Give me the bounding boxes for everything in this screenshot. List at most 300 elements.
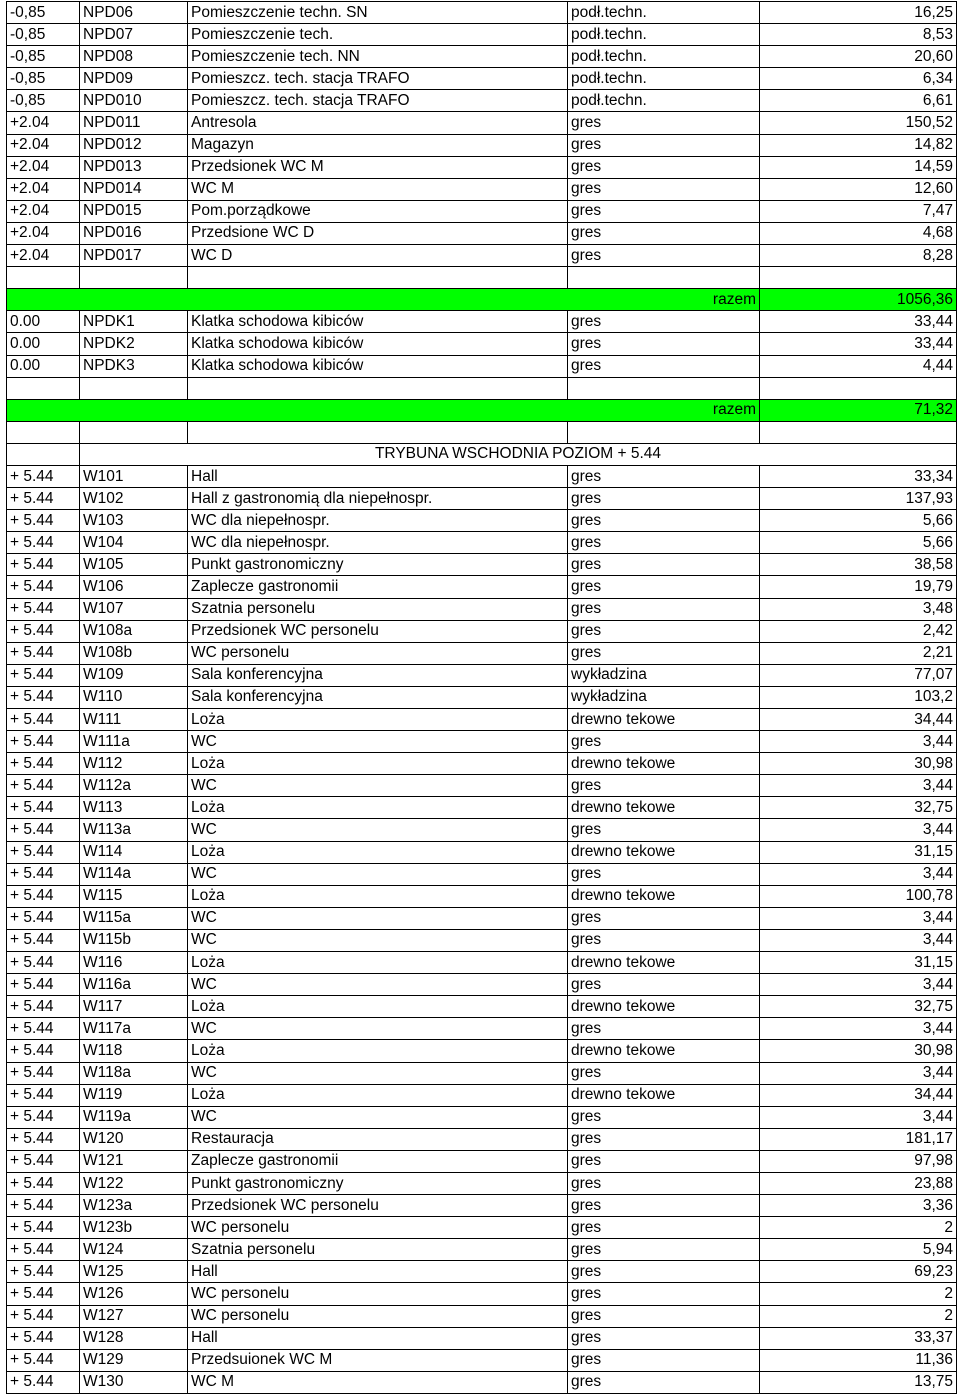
level-cell: + 5.44 <box>7 1239 80 1261</box>
area-cell: 5,66 <box>760 510 957 532</box>
level-cell: + 5.44 <box>7 598 80 620</box>
floor-finish-cell: gres <box>568 532 760 554</box>
floor-finish-cell: gres <box>568 134 760 156</box>
room-name-cell: Loża <box>188 753 568 775</box>
room-code-cell: NPD013 <box>80 156 188 178</box>
level-cell: + 5.44 <box>7 885 80 907</box>
floor-finish-cell: gres <box>568 333 760 355</box>
room-name-cell: Sala konferencyjna <box>188 686 568 708</box>
room-code-cell: W130 <box>80 1371 188 1393</box>
floor-finish-cell: wykładzina <box>568 686 760 708</box>
room-code-cell: W108a <box>80 620 188 642</box>
floor-finish-cell: drewno tekowe <box>568 841 760 863</box>
empty-cell <box>188 421 568 443</box>
room-code-cell: NPD015 <box>80 200 188 222</box>
level-cell: + 5.44 <box>7 642 80 664</box>
area-cell: 3,44 <box>760 1062 957 1084</box>
area-cell: 30,98 <box>760 1040 957 1062</box>
table-row <box>7 1062 957 1084</box>
area-cell: 4,68 <box>760 222 957 244</box>
area-cell: 3,44 <box>760 929 957 951</box>
area-cell: 20,60 <box>760 46 957 68</box>
room-name-cell: WC personelu <box>188 1283 568 1305</box>
table-row <box>7 46 957 68</box>
room-name-cell: Punkt gastronomiczny <box>188 554 568 576</box>
area-cell: 150,52 <box>760 112 957 134</box>
table-row <box>7 24 957 46</box>
room-name-cell: Przedsionek WC personelu <box>188 620 568 642</box>
table-row <box>7 598 957 620</box>
room-code-cell: W119 <box>80 1084 188 1106</box>
table-row <box>7 1128 957 1150</box>
floor-finish-cell: gres <box>568 1062 760 1084</box>
level-cell: + 5.44 <box>7 1217 80 1239</box>
area-cell: 3,44 <box>760 819 957 841</box>
floor-finish-cell: gres <box>568 1128 760 1150</box>
level-cell: + 5.44 <box>7 1195 80 1217</box>
room-name-cell: WC <box>188 731 568 753</box>
area-cell: 3,44 <box>760 775 957 797</box>
room-code-cell: W116a <box>80 974 188 996</box>
level-cell: +2.04 <box>7 156 80 178</box>
room-name-cell: Loża <box>188 797 568 819</box>
table-row <box>7 1040 957 1062</box>
room-code-cell: W113a <box>80 819 188 841</box>
room-code-cell: W117a <box>80 1018 188 1040</box>
level-cell: + 5.44 <box>7 753 80 775</box>
room-name-cell: WC <box>188 974 568 996</box>
area-cell: 34,44 <box>760 1084 957 1106</box>
floor-finish-cell: gres <box>568 1217 760 1239</box>
table-row <box>7 664 957 686</box>
level-cell: + 5.44 <box>7 1062 80 1084</box>
table-row <box>7 1327 957 1349</box>
floor-finish-cell: gres <box>568 929 760 951</box>
room-code-cell: NPDK1 <box>80 311 188 333</box>
room-name-cell: Zaplecze gastronomii <box>188 1150 568 1172</box>
floor-finish-cell: gres <box>568 1106 760 1128</box>
floor-finish-cell: gres <box>568 775 760 797</box>
area-cell: 11,36 <box>760 1349 957 1371</box>
room-name-cell: Punkt gastronomiczny <box>188 1172 568 1194</box>
area-cell: 7,47 <box>760 200 957 222</box>
room-name-cell: Pomieszcz. tech. stacja TRAFO <box>188 68 568 90</box>
floor-finish-cell: wykładzina <box>568 664 760 686</box>
level-cell: 0.00 <box>7 333 80 355</box>
floor-finish-cell: gres <box>568 1150 760 1172</box>
area-cell: 97,98 <box>760 1150 957 1172</box>
floor-finish-cell: drewno tekowe <box>568 753 760 775</box>
room-name-cell: Szatnia personelu <box>188 598 568 620</box>
table-row <box>7 222 957 244</box>
table-row <box>7 488 957 510</box>
total-label: razem <box>7 399 760 421</box>
room-name-cell: WC D <box>188 245 568 267</box>
floor-finish-cell: gres <box>568 465 760 487</box>
area-cell: 4,44 <box>760 355 957 377</box>
empty-cell <box>568 267 760 289</box>
table-row <box>7 554 957 576</box>
room-code-cell: NPD014 <box>80 178 188 200</box>
floor-finish-cell: drewno tekowe <box>568 952 760 974</box>
empty-cell <box>760 377 957 399</box>
room-code-cell: NPDK3 <box>80 355 188 377</box>
room-code-cell: NPD08 <box>80 46 188 68</box>
level-cell: +2.04 <box>7 200 80 222</box>
floor-finish-cell: gres <box>568 1327 760 1349</box>
floor-finish-cell: podł.techn. <box>568 68 760 90</box>
room-name-cell: Pom.porządkowe <box>188 200 568 222</box>
floor-finish-cell: gres <box>568 112 760 134</box>
level-cell: + 5.44 <box>7 996 80 1018</box>
room-code-cell: NPD016 <box>80 222 188 244</box>
table-row <box>7 1305 957 1327</box>
area-cell: 23,88 <box>760 1172 957 1194</box>
room-name-cell: WC personelu <box>188 1217 568 1239</box>
level-cell: -0,85 <box>7 24 80 46</box>
table-row <box>7 863 957 885</box>
room-name-cell: WC <box>188 775 568 797</box>
room-code-cell: W112 <box>80 753 188 775</box>
room-code-cell: W122 <box>80 1172 188 1194</box>
room-schedule-body <box>7 2 957 1394</box>
floor-finish-cell: podł.techn. <box>568 90 760 112</box>
area-cell: 69,23 <box>760 1261 957 1283</box>
floor-finish-cell: gres <box>568 200 760 222</box>
table-row <box>7 355 957 377</box>
area-cell: 38,58 <box>760 554 957 576</box>
room-name-cell: WC M <box>188 1371 568 1393</box>
area-cell: 8,28 <box>760 245 957 267</box>
area-cell: 6,34 <box>760 68 957 90</box>
area-cell: 2,42 <box>760 620 957 642</box>
level-cell: + 5.44 <box>7 1283 80 1305</box>
area-cell: 31,15 <box>760 841 957 863</box>
area-cell: 3,44 <box>760 731 957 753</box>
room-name-cell: WC <box>188 819 568 841</box>
floor-finish-cell: drewno tekowe <box>568 709 760 731</box>
table-row <box>7 819 957 841</box>
room-code-cell: W126 <box>80 1283 188 1305</box>
floor-finish-cell: gres <box>568 974 760 996</box>
table-row <box>7 1084 957 1106</box>
level-cell: + 5.44 <box>7 1327 80 1349</box>
room-name-cell: Loża <box>188 952 568 974</box>
floor-finish-cell: gres <box>568 1018 760 1040</box>
level-cell: -0,85 <box>7 68 80 90</box>
section-header-row <box>7 443 957 465</box>
area-cell: 5,66 <box>760 532 957 554</box>
room-name-cell: Przedsionek WC personelu <box>188 1195 568 1217</box>
floor-finish-cell: gres <box>568 731 760 753</box>
floor-finish-cell: gres <box>568 1239 760 1261</box>
room-code-cell: W120 <box>80 1128 188 1150</box>
area-cell: 3,44 <box>760 1106 957 1128</box>
floor-finish-cell: gres <box>568 1195 760 1217</box>
room-code-cell: W109 <box>80 664 188 686</box>
table-row <box>7 1371 957 1393</box>
table-row <box>7 974 957 996</box>
floor-finish-cell: gres <box>568 554 760 576</box>
area-cell: 77,07 <box>760 664 957 686</box>
table-row <box>7 1150 957 1172</box>
table-row <box>7 1349 957 1371</box>
room-name-cell: Restauracja <box>188 1128 568 1150</box>
room-code-cell: W111a <box>80 731 188 753</box>
floor-finish-cell: gres <box>568 510 760 532</box>
total-row <box>7 399 957 421</box>
table-row <box>7 134 957 156</box>
floor-finish-cell: gres <box>568 1172 760 1194</box>
area-cell: 2 <box>760 1305 957 1327</box>
floor-finish-cell: drewno tekowe <box>568 885 760 907</box>
empty-cell <box>760 267 957 289</box>
level-cell: + 5.44 <box>7 532 80 554</box>
room-code-cell: W123a <box>80 1195 188 1217</box>
room-name-cell: WC <box>188 1062 568 1084</box>
area-cell: 14,59 <box>760 156 957 178</box>
table-row <box>7 465 957 487</box>
table-row <box>7 1283 957 1305</box>
room-code-cell: W118a <box>80 1062 188 1084</box>
area-cell: 3,48 <box>760 598 957 620</box>
area-cell: 6,61 <box>760 90 957 112</box>
room-schedule-table <box>6 1 957 1394</box>
level-cell: + 5.44 <box>7 797 80 819</box>
room-name-cell: WC M <box>188 178 568 200</box>
total-value: 1056,36 <box>760 289 957 311</box>
room-code-cell: W110 <box>80 686 188 708</box>
room-name-cell: Loża <box>188 841 568 863</box>
empty-cell <box>80 421 188 443</box>
area-cell: 14,82 <box>760 134 957 156</box>
room-code-cell: NPD011 <box>80 112 188 134</box>
floor-finish-cell: gres <box>568 819 760 841</box>
room-name-cell: Sala konferencyjna <box>188 664 568 686</box>
table-row <box>7 996 957 1018</box>
floor-finish-cell: gres <box>568 156 760 178</box>
empty-cell <box>7 267 80 289</box>
floor-finish-cell: podł.techn. <box>568 46 760 68</box>
room-name-cell: WC <box>188 863 568 885</box>
room-code-cell: W108b <box>80 642 188 664</box>
level-cell: + 5.44 <box>7 709 80 731</box>
floor-finish-cell: drewno tekowe <box>568 1084 760 1106</box>
floor-finish-cell: drewno tekowe <box>568 1040 760 1062</box>
room-name-cell: Loża <box>188 885 568 907</box>
area-cell: 137,93 <box>760 488 957 510</box>
room-name-cell: Klatka schodowa kibiców <box>188 311 568 333</box>
room-name-cell: Hall z gastronomią dla niepełnospr. <box>188 488 568 510</box>
area-cell: 103,2 <box>760 686 957 708</box>
level-cell: + 5.44 <box>7 819 80 841</box>
room-name-cell: Hall <box>188 1327 568 1349</box>
table-row <box>7 885 957 907</box>
table-row <box>7 1106 957 1128</box>
room-code-cell: W119a <box>80 1106 188 1128</box>
area-cell: 3,44 <box>760 907 957 929</box>
table-row <box>7 90 957 112</box>
room-code-cell: W128 <box>80 1327 188 1349</box>
room-code-cell: W127 <box>80 1305 188 1327</box>
area-cell: 33,44 <box>760 311 957 333</box>
floor-finish-cell: gres <box>568 245 760 267</box>
floor-finish-cell: gres <box>568 311 760 333</box>
table-row <box>7 2 957 24</box>
floor-finish-cell: gres <box>568 1349 760 1371</box>
empty-cell <box>568 421 760 443</box>
floor-finish-cell: gres <box>568 598 760 620</box>
empty-cell <box>80 267 188 289</box>
room-code-cell: NPD09 <box>80 68 188 90</box>
table-row <box>7 200 957 222</box>
table-row <box>7 1172 957 1194</box>
floor-finish-cell: gres <box>568 620 760 642</box>
level-cell: + 5.44 <box>7 841 80 863</box>
level-cell: + 5.44 <box>7 554 80 576</box>
table-row <box>7 156 957 178</box>
floor-finish-cell: podł.techn. <box>568 24 760 46</box>
table-row <box>7 1195 957 1217</box>
room-code-cell: W125 <box>80 1261 188 1283</box>
room-name-cell: Loża <box>188 1040 568 1062</box>
level-cell: + 5.44 <box>7 952 80 974</box>
table-row <box>7 620 957 642</box>
table-row <box>7 1261 957 1283</box>
room-code-cell: W101 <box>80 465 188 487</box>
room-code-cell: W116 <box>80 952 188 974</box>
table-row <box>7 753 957 775</box>
level-cell: + 5.44 <box>7 1040 80 1062</box>
room-name-cell: Klatka schodowa kibiców <box>188 333 568 355</box>
table-row <box>7 68 957 90</box>
room-name-cell: Przedsione WC D <box>188 222 568 244</box>
area-cell: 2 <box>760 1217 957 1239</box>
room-code-cell: W114 <box>80 841 188 863</box>
room-code-cell: NPD06 <box>80 2 188 24</box>
room-code-cell: W124 <box>80 1239 188 1261</box>
area-cell: 3,44 <box>760 863 957 885</box>
table-row <box>7 576 957 598</box>
room-code-cell: NPD010 <box>80 90 188 112</box>
level-cell: + 5.44 <box>7 1371 80 1393</box>
table-row <box>7 907 957 929</box>
area-cell: 12,60 <box>760 178 957 200</box>
room-name-cell: WC <box>188 907 568 929</box>
level-cell: +2.04 <box>7 222 80 244</box>
floor-finish-cell: drewno tekowe <box>568 996 760 1018</box>
room-name-cell: Loża <box>188 996 568 1018</box>
level-cell: +2.04 <box>7 245 80 267</box>
room-name-cell: Pomieszcz. tech. stacja TRAFO <box>188 90 568 112</box>
area-cell: 31,15 <box>760 952 957 974</box>
room-code-cell: W118 <box>80 1040 188 1062</box>
level-cell: + 5.44 <box>7 576 80 598</box>
table-row <box>7 112 957 134</box>
table-row <box>7 642 957 664</box>
room-name-cell: Loża <box>188 1084 568 1106</box>
room-name-cell: Zaplecze gastronomii <box>188 576 568 598</box>
level-cell: +2.04 <box>7 178 80 200</box>
room-code-cell: W121 <box>80 1150 188 1172</box>
room-code-cell: NPD012 <box>80 134 188 156</box>
table-row <box>7 311 957 333</box>
room-name-cell: WC personelu <box>188 1305 568 1327</box>
floor-finish-cell: gres <box>568 178 760 200</box>
level-cell: + 5.44 <box>7 775 80 797</box>
room-name-cell: Pomieszczenie tech. NN <box>188 46 568 68</box>
room-code-cell: W123b <box>80 1217 188 1239</box>
level-cell: -0,85 <box>7 46 80 68</box>
table-row <box>7 510 957 532</box>
area-cell: 100,78 <box>760 885 957 907</box>
room-name-cell: Hall <box>188 465 568 487</box>
table-row <box>7 178 957 200</box>
area-cell: 34,44 <box>760 709 957 731</box>
level-cell: + 5.44 <box>7 664 80 686</box>
area-cell: 8,53 <box>760 24 957 46</box>
table-row <box>7 1217 957 1239</box>
room-name-cell: Magazyn <box>188 134 568 156</box>
table-row <box>7 245 957 267</box>
room-name-cell: WC personelu <box>188 642 568 664</box>
level-cell: 0.00 <box>7 355 80 377</box>
room-name-cell: Szatnia personelu <box>188 1239 568 1261</box>
table-row <box>7 686 957 708</box>
table-row <box>7 1018 957 1040</box>
blank-row <box>7 421 957 443</box>
level-cell: + 5.44 <box>7 620 80 642</box>
floor-finish-cell: gres <box>568 1261 760 1283</box>
area-cell: 5,94 <box>760 1239 957 1261</box>
area-cell: 3,44 <box>760 974 957 996</box>
room-code-cell: W106 <box>80 576 188 598</box>
empty-cell <box>80 377 188 399</box>
level-cell: + 5.44 <box>7 1128 80 1150</box>
level-cell: + 5.44 <box>7 1150 80 1172</box>
empty-cell <box>760 421 957 443</box>
level-cell: -0,85 <box>7 90 80 112</box>
room-name-cell: WC <box>188 929 568 951</box>
room-code-cell: W115b <box>80 929 188 951</box>
room-name-cell: Loża <box>188 709 568 731</box>
total-row <box>7 289 957 311</box>
total-value: 71,32 <box>760 399 957 421</box>
floor-finish-cell: gres <box>568 642 760 664</box>
level-cell: + 5.44 <box>7 686 80 708</box>
room-name-cell: Hall <box>188 1261 568 1283</box>
room-code-cell: W111 <box>80 709 188 731</box>
room-name-cell: Klatka schodowa kibiców <box>188 355 568 377</box>
area-cell: 32,75 <box>760 797 957 819</box>
floor-finish-cell: podł.techn. <box>568 2 760 24</box>
table-row <box>7 731 957 753</box>
room-name-cell: WC <box>188 1106 568 1128</box>
area-cell: 19,79 <box>760 576 957 598</box>
area-cell: 2,21 <box>760 642 957 664</box>
level-cell: + 5.44 <box>7 1018 80 1040</box>
level-cell: + 5.44 <box>7 1305 80 1327</box>
room-name-cell: Pomieszczenie techn. SN <box>188 2 568 24</box>
room-code-cell: W103 <box>80 510 188 532</box>
floor-finish-cell: gres <box>568 1371 760 1393</box>
table-row <box>7 333 957 355</box>
room-code-cell: W114a <box>80 863 188 885</box>
floor-finish-cell: gres <box>568 863 760 885</box>
blank-row <box>7 377 957 399</box>
level-cell: + 5.44 <box>7 1261 80 1283</box>
level-cell: + 5.44 <box>7 929 80 951</box>
